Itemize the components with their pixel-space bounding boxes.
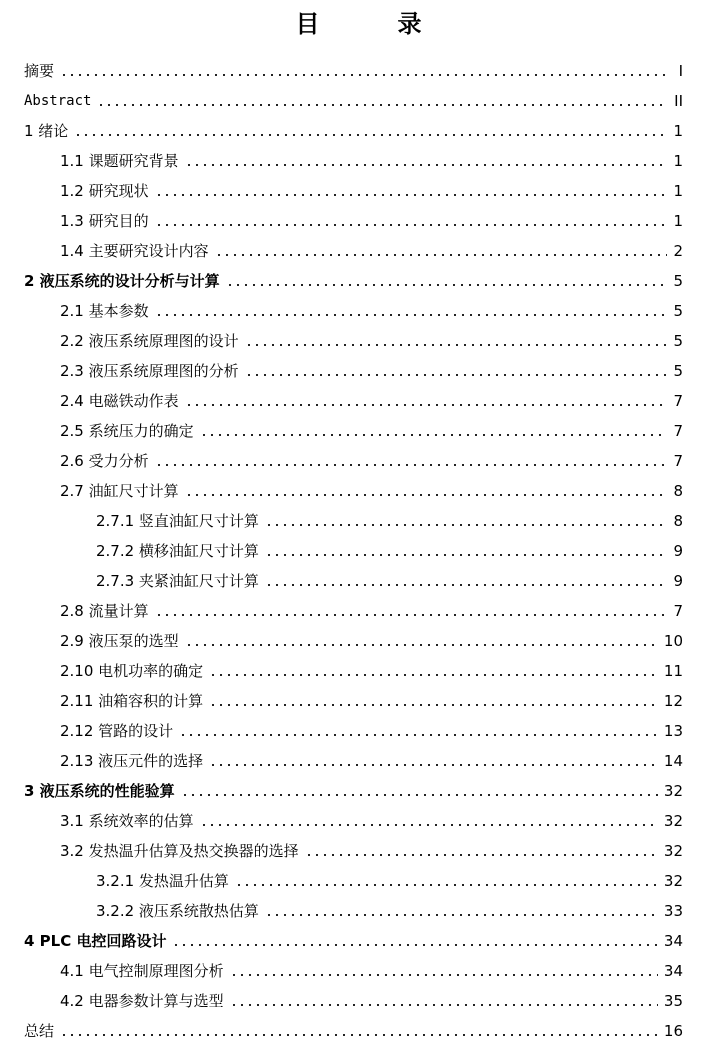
toc-entry-label: 1.1 课题研究背景 [60,152,179,170]
toc-entry[interactable] [0,982,717,1012]
toc-entry[interactable] [0,442,717,472]
toc-entry-page-number: 10 [663,632,683,650]
toc-entry-page-number: 16 [663,1022,683,1040]
dot-leader [209,674,658,676]
toc-entry-label: Abstract [24,93,92,109]
toc-entry-label: 1 绪论 [24,122,69,140]
toc-entry-label: 2.2 液压系统原理图的设计 [60,332,239,350]
toc-entry-label: 2.7.2 横移油缸尺寸计算 [96,542,259,560]
toc-entry-page-number: 5 [673,302,683,320]
toc-entry[interactable] [0,382,717,412]
dot-leader [181,794,658,796]
dot-leader [230,974,658,976]
toc-entry-label: 3.1 系统效率的估算 [60,812,194,830]
toc-entry[interactable] [0,892,717,922]
dot-leader [305,854,658,856]
toc-entry[interactable] [0,502,717,532]
toc-entry-page-number: 1 [673,122,683,140]
dot-leader [155,464,667,466]
toc-entry-page-number: 35 [663,992,683,1010]
toc-entry-label: 2.7.3 夹紧油缸尺寸计算 [96,572,259,590]
dot-leader [265,554,667,556]
toc-entry-page-number: 32 [663,872,683,890]
toc-entry[interactable] [0,802,717,832]
dot-leader [185,494,667,496]
toc-entry[interactable] [0,532,717,562]
toc-entry[interactable] [0,952,717,982]
toc-entry-page-number: 9 [673,572,683,590]
toc-entry-page-number: 7 [673,422,683,440]
toc-entry[interactable] [0,262,717,292]
toc-entry[interactable] [0,412,717,442]
toc-entry-page-number: 8 [673,482,683,500]
toc-entry-label: 2.10 电机功率的确定 [60,662,204,680]
toc-entry-page-number: 7 [673,452,683,470]
page-title [0,6,717,42]
dot-leader [209,764,658,766]
toc-entry-label: 2.4 电磁铁动作表 [60,392,179,410]
toc-entry-page-number: 34 [663,932,683,950]
toc-entry-page-number: 1 [673,182,683,200]
toc-entry-label: 3.2.2 液压系统散热估算 [96,902,259,920]
dot-leader [209,704,658,706]
toc-entry-page-number: 14 [663,752,683,770]
toc-entry-label: 2.9 液压泵的选型 [60,632,179,650]
dot-leader [185,404,667,406]
toc-entry-page-number: 7 [673,602,683,620]
toc-entry[interactable] [0,172,717,202]
dot-leader [155,614,667,616]
toc-entry-page-number: I [678,62,683,80]
toc-entry-page-number: 9 [673,542,683,560]
toc-entry-label: 1.4 主要研究设计内容 [60,242,209,260]
toc-entry[interactable] [0,562,717,592]
toc-entry-page-number: 7 [673,392,683,410]
toc-entry-label: 3 液压系统的性能验算 [24,782,175,800]
dot-leader [172,944,657,946]
toc-entry-page-number: 8 [673,512,683,530]
toc-entry-page-number: 32 [663,782,683,800]
toc-entry-label: 4 PLC 电控回路设计 [24,932,167,950]
dot-leader [200,434,667,436]
toc-entry-label: 1.2 研究现状 [60,182,149,200]
toc-entry-page-number: 34 [663,962,683,980]
toc-entry[interactable] [0,652,717,682]
dot-leader [155,224,667,226]
dot-leader [179,734,658,736]
toc-entry[interactable] [0,82,717,112]
toc-entry-label: 2 液压系统的设计分析与计算 [24,272,220,290]
toc-list [0,52,717,1042]
toc-entry[interactable] [0,202,717,232]
toc-entry-label: 2.13 液压元件的选择 [60,752,204,770]
toc-entry-page-number: 5 [673,272,683,290]
toc-entry-page-number: 12 [663,692,683,710]
toc-entry-label: 2.11 油箱容积的计算 [60,692,204,710]
toc-entry-page-number: 11 [663,662,683,680]
toc-entry[interactable] [0,862,717,892]
toc-entry-page-number: 5 [673,332,683,350]
toc-entry-page-number: 32 [663,812,683,830]
dot-leader [200,824,658,826]
toc-entry-page-number: II [674,92,683,110]
toc-entry[interactable] [0,712,717,742]
toc-entry[interactable] [0,352,717,382]
toc-entry[interactable] [0,832,717,862]
dot-leader [97,104,667,106]
dot-leader [245,344,667,346]
toc-entry[interactable] [0,292,717,322]
toc-entry-page-number: 2 [673,242,683,260]
toc-entry[interactable] [0,1012,717,1042]
dot-leader [265,584,667,586]
toc-entry-page-number: 1 [673,212,683,230]
dot-leader [265,524,667,526]
toc-entry-label: 2.6 受力分析 [60,452,149,470]
toc-entry[interactable] [0,742,717,772]
dot-leader [265,914,658,916]
toc-entry[interactable] [0,922,717,952]
toc-entry-label: 摘要 [24,62,55,80]
toc-entry-label: 2.3 液压系统原理图的分析 [60,362,239,380]
toc-entry[interactable] [0,682,717,712]
title-char-1: 目 [295,10,320,38]
toc-entry-label: 4.2 电器参数计算与选型 [60,992,224,1010]
toc-entry[interactable] [0,592,717,622]
toc-entry[interactable] [0,322,717,352]
dot-leader [185,164,667,166]
dot-leader [74,134,667,136]
toc-entry-label: 1.3 研究目的 [60,212,149,230]
toc-entry[interactable] [0,52,717,82]
toc-entry-label: 2.1 基本参数 [60,302,149,320]
toc-entry[interactable] [0,232,717,262]
toc-entry-page-number: 32 [663,842,683,860]
toc-entry-label: 4.1 电气控制原理图分析 [60,962,224,980]
dot-leader [226,284,667,286]
toc-entry-label: 2.5 系统压力的确定 [60,422,194,440]
toc-entry-page-number: 33 [663,902,683,920]
title-char-2: 录 [397,10,422,38]
dot-leader [155,314,667,316]
toc-entry-label: 3.2.1 发热温升估算 [96,872,229,890]
dot-leader [185,644,658,646]
toc-entry[interactable] [0,622,717,652]
toc-entry-page-number: 5 [673,362,683,380]
toc-entry-label: 2.7.1 竖直油缸尺寸计算 [96,512,259,530]
toc-entry-label: 2.8 流量计算 [60,602,149,620]
dot-leader [215,254,667,256]
toc-entry-label: 3.2 发热温升估算及热交换器的选择 [60,842,299,860]
toc-entry-label: 2.12 管路的设计 [60,722,174,740]
toc-entry[interactable] [0,472,717,502]
dot-leader [60,1034,658,1036]
toc-entry[interactable] [0,112,717,142]
dot-leader [230,1004,658,1006]
toc-entry-label: 总结 [24,1022,55,1040]
dot-leader [245,374,667,376]
toc-entry-page-number: 13 [663,722,683,740]
dot-leader [60,74,667,76]
toc-entry[interactable] [0,772,717,802]
toc-entry-label: 2.7 油缸尺寸计算 [60,482,179,500]
dot-leader [235,884,658,886]
dot-leader [155,194,667,196]
toc-entry-page-number: 1 [673,152,683,170]
toc-entry[interactable] [0,142,717,172]
